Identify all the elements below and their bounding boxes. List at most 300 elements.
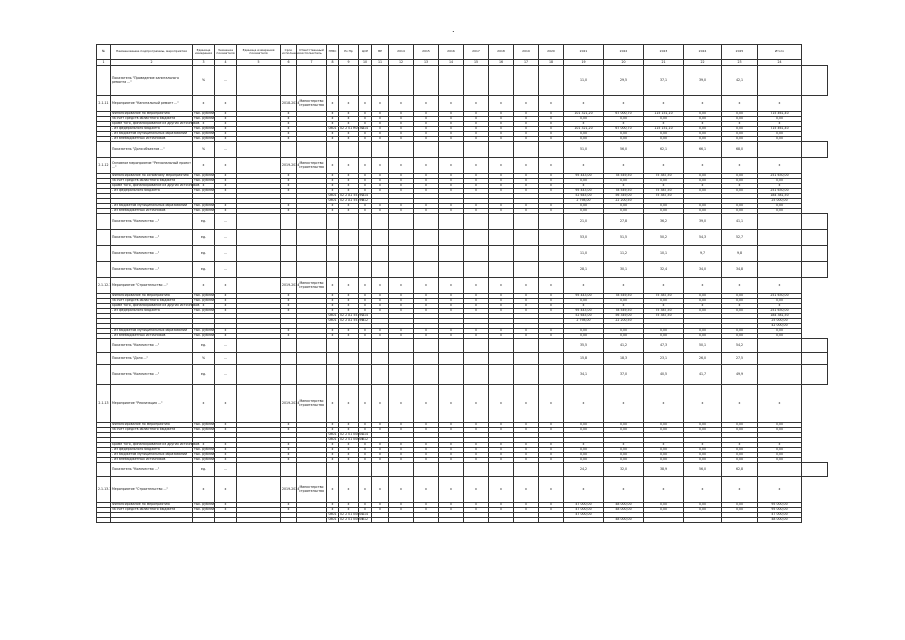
table-cell: x	[684, 158, 722, 174]
table-cell: 39,0	[684, 214, 722, 230]
table-cell: x	[539, 158, 564, 174]
table-cell: 0,00	[564, 179, 604, 184]
table-cell: 0	[389, 132, 414, 137]
table-cell: 0	[489, 179, 514, 184]
table-cell: 75 387,50	[644, 189, 684, 194]
table-cell: 0,00	[684, 329, 722, 334]
header-row	[97, 45, 828, 60]
table-cell: 0	[514, 508, 539, 513]
table-cell: x	[464, 184, 489, 189]
table-cell: x	[414, 477, 439, 503]
table-cell: x	[489, 158, 514, 174]
table-cell: x	[389, 184, 414, 189]
table-cell: 0	[464, 137, 489, 142]
table-cell: 0801	[328, 517, 337, 522]
table-cell: 0,00	[644, 117, 684, 122]
table-cell: x	[758, 122, 802, 127]
table-cell: 0801	[328, 313, 337, 318]
table-cell: 0	[389, 137, 414, 142]
table-cell: x	[644, 96, 684, 112]
table-cell	[539, 142, 564, 158]
table-cell: тыс. рублей	[194, 173, 215, 178]
table-cell: 0,00	[644, 179, 684, 184]
table-cell	[215, 518, 237, 523]
table-cell	[237, 518, 281, 523]
table-cell: 0,00	[722, 448, 758, 453]
table-cell: ...	[215, 339, 237, 353]
table-cell	[389, 518, 414, 523]
table-cell: Показатель "Проведение капитального ремонта ..."	[111, 66, 193, 96]
table-cell: x	[722, 477, 758, 503]
table-cell	[489, 230, 514, 246]
table-cell	[97, 518, 111, 523]
column-header: Итого	[758, 45, 802, 60]
table-cell: 78 549,50	[604, 174, 644, 179]
table-cell	[464, 230, 489, 246]
table-cell: x	[564, 122, 604, 127]
table-cell: 27,5	[722, 353, 758, 365]
table-cell: x	[327, 158, 339, 174]
column-number: 15	[464, 60, 489, 66]
table-cell: 0	[414, 204, 439, 209]
table-cell: x	[414, 96, 439, 112]
table-cell: x	[439, 122, 464, 127]
table-cell: x	[464, 278, 489, 294]
table-cell: x	[327, 204, 339, 209]
table-cell	[297, 230, 327, 246]
table-cell: x	[339, 448, 359, 453]
column-number: 12	[389, 60, 414, 66]
column-number: 23	[722, 60, 758, 66]
table-cell	[758, 339, 802, 353]
table-cell: 0,00	[644, 209, 684, 214]
table-cell: x	[464, 158, 489, 174]
table-cell	[97, 142, 111, 158]
table-cell	[439, 365, 464, 385]
table-cell: x	[372, 179, 389, 184]
table-cell: x	[722, 443, 758, 448]
table-cell: 0	[514, 204, 539, 209]
table-cell: 0	[539, 127, 564, 132]
table-cell: 0,00	[644, 204, 684, 209]
table-cell: 0	[439, 508, 464, 513]
table-cell: 0	[514, 174, 539, 179]
table-cell: 51,5	[604, 230, 644, 246]
table-cell: 0	[489, 453, 514, 458]
table-cell: x	[359, 458, 372, 463]
table-cell: 0	[489, 174, 514, 179]
table-cell: 0	[489, 458, 514, 463]
table-cell: тыс. рублей	[194, 457, 215, 462]
table-cell	[389, 230, 414, 246]
table-cell	[464, 353, 489, 365]
table-cell: ед.	[193, 339, 215, 353]
column-number: 18	[539, 60, 564, 66]
table-cell: 0	[539, 112, 564, 117]
table-cell: 184 381,50	[758, 194, 802, 199]
table-cell	[281, 230, 297, 246]
table-cell: 23,1	[644, 353, 684, 365]
table-cell	[439, 230, 464, 246]
table-cell: 0	[414, 423, 439, 428]
table-cell	[297, 142, 327, 158]
table-cell: - из федерального бюджета	[111, 189, 193, 194]
table-cell: 02 2 A1 55190	[340, 313, 364, 318]
table-cell: x	[281, 503, 297, 508]
table-cell: Министерство строительства	[297, 158, 327, 174]
table-cell: 0	[514, 209, 539, 214]
table-cell: x	[339, 453, 359, 458]
table-row	[97, 262, 828, 278]
table-cell: 0	[414, 179, 439, 184]
table-cell: 0	[464, 503, 489, 508]
table-cell: x	[644, 122, 684, 127]
table-cell	[327, 365, 339, 385]
table-cell: ...	[215, 214, 237, 230]
table-cell: 0	[489, 189, 514, 194]
table-cell: 0	[439, 329, 464, 334]
table-cell: x	[359, 189, 372, 194]
table-cell: x	[339, 174, 359, 179]
column-header: Ответственный исполнитель	[297, 45, 327, 60]
table-cell	[439, 463, 464, 477]
table-cell: x	[215, 503, 237, 508]
table-cell: x	[372, 385, 389, 423]
table-cell: 715 461,40	[758, 112, 802, 117]
table-cell: x	[327, 477, 339, 503]
table-cell: 95 443,00	[564, 174, 604, 179]
table-cell: тыс. рублей	[194, 328, 215, 333]
table-cell: 0	[539, 209, 564, 214]
table-cell: 36,2	[644, 214, 684, 230]
column-number: 13	[414, 60, 439, 66]
table-cell: 0,00	[564, 423, 604, 428]
table-row	[97, 339, 828, 353]
table-cell: x	[281, 132, 297, 137]
table-cell: 0	[389, 423, 414, 428]
table-cell: 0	[439, 458, 464, 463]
table-cell	[372, 214, 389, 230]
table-cell: 0801	[328, 318, 337, 323]
table-cell: x	[339, 278, 359, 294]
table-cell: 02 2 01 00000	[340, 517, 364, 522]
table-cell: %	[193, 353, 215, 365]
table-cell: x	[514, 304, 539, 309]
table-cell: x	[327, 117, 339, 122]
table-cell: 0	[439, 453, 464, 458]
table-cell: 0,00	[722, 423, 758, 428]
table-cell: 0,00	[684, 117, 722, 122]
table-cell: 56,0	[684, 463, 722, 477]
table-cell: x	[359, 117, 372, 122]
table-cell: x	[359, 508, 372, 513]
table-cell: 0	[489, 334, 514, 339]
table-cell: 62,1	[644, 142, 684, 158]
table-cell: x	[644, 184, 684, 189]
table-cell: 0	[539, 428, 564, 433]
table-cell: x	[193, 278, 215, 294]
table-cell: 37,0	[604, 365, 644, 385]
table-cell: x	[327, 448, 339, 453]
table-cell: x	[359, 503, 372, 508]
table-cell	[389, 365, 414, 385]
table-cell: 0,00	[564, 428, 604, 433]
table-cell: x	[539, 184, 564, 189]
table-cell	[359, 353, 372, 365]
table-cell: x	[281, 508, 297, 513]
table-cell: x	[644, 385, 684, 423]
column-number: 10	[359, 60, 372, 66]
table-cell: 75 387,50	[644, 174, 684, 179]
table-cell	[297, 463, 327, 477]
table-cell: 0	[514, 112, 539, 117]
table-cell: x	[281, 448, 297, 453]
table-cell: x	[604, 122, 644, 127]
table-cell: 0	[389, 294, 414, 299]
table-cell: 0	[464, 112, 489, 117]
table-cell: x	[281, 204, 297, 209]
table-cell: 0	[464, 329, 489, 334]
table-cell: x	[372, 423, 389, 428]
table-cell: 0	[414, 309, 439, 314]
table-cell: 0	[464, 189, 489, 194]
table-cell: ...	[215, 262, 237, 278]
table-cell: - из бюджетов муниципальных образований	[111, 453, 193, 458]
table-cell: x	[539, 96, 564, 112]
table-cell: x	[281, 329, 297, 334]
table-cell	[439, 518, 464, 523]
table-cell	[489, 339, 514, 353]
table-cell	[281, 339, 297, 353]
table-cell: 0,00	[684, 428, 722, 433]
table-cell: x	[359, 477, 372, 503]
table-cell: 75 387,50	[644, 314, 684, 319]
table-cell: x	[193, 443, 215, 448]
table-cell	[439, 353, 464, 365]
table-cell	[359, 463, 372, 477]
table-cell: кроме того, финансирование из других источников	[112, 303, 200, 308]
table-cell: x	[339, 117, 359, 122]
table-cell: 0,00	[684, 112, 722, 117]
column-number: 11	[372, 60, 389, 66]
table-cell: 0	[389, 508, 414, 513]
table-cell	[237, 246, 281, 262]
table-cell: 0	[514, 448, 539, 453]
table-cell	[514, 365, 539, 385]
table-cell	[339, 246, 359, 262]
table-cell	[414, 214, 439, 230]
table-row	[97, 158, 828, 174]
table-cell: 612	[359, 199, 372, 204]
table-cell	[414, 142, 439, 158]
table-cell: 0	[389, 209, 414, 214]
table-cell: 0	[539, 204, 564, 209]
table-cell: 22 200,50	[604, 319, 644, 324]
table-cell: 0	[489, 137, 514, 142]
table-cell: 0,00	[758, 453, 802, 458]
table-cell	[464, 142, 489, 158]
table-cell: x	[281, 122, 297, 127]
table-cell: 0,00	[684, 204, 722, 209]
table-cell	[489, 142, 514, 158]
table-cell	[237, 66, 281, 96]
table-cell: x	[281, 179, 297, 184]
table-cell: 0	[439, 117, 464, 122]
table-cell: x	[758, 385, 802, 423]
table-cell: Показатель "Количество ..."	[111, 230, 193, 246]
table-cell: 2 798,00	[564, 319, 604, 324]
table-cell: x	[414, 184, 439, 189]
table-cell: 18,3	[604, 353, 644, 365]
table-cell: x	[439, 158, 464, 174]
table-cell	[539, 365, 564, 385]
table-cell: x	[359, 309, 372, 314]
table-cell: 0	[464, 453, 489, 458]
table-cell	[564, 518, 604, 523]
table-cell: x	[372, 184, 389, 189]
table-cell	[802, 66, 828, 96]
table-cell	[339, 66, 359, 96]
table-cell: 251 630,00	[758, 189, 802, 194]
table-cell: - из внебюджетных источников	[111, 137, 193, 142]
table-cell	[514, 214, 539, 230]
table-cell	[758, 214, 802, 230]
table-cell	[327, 66, 339, 96]
table-cell: x	[489, 122, 514, 127]
table-cell: 0	[514, 137, 539, 142]
table-cell: - из бюджетов муниципальных образований	[111, 329, 193, 334]
table-cell: x	[215, 309, 237, 314]
table-cell: 78 549,50	[604, 294, 644, 299]
table-cell: 47 000,00	[564, 513, 604, 518]
table-cell	[802, 142, 828, 158]
table-cell: %	[193, 142, 215, 158]
table-cell: x	[327, 304, 339, 309]
table-row	[97, 214, 828, 230]
table-cell: тыс. рублей	[194, 293, 215, 298]
table-cell: 0	[439, 294, 464, 299]
table-cell	[339, 353, 359, 365]
table-cell: x	[193, 96, 215, 112]
table-cell: тыс. рублей	[194, 452, 215, 457]
table-cell: 48 000,00	[604, 503, 644, 508]
table-cell: 0,00	[758, 458, 802, 463]
table-cell: 251 630,00	[758, 294, 802, 299]
table-cell: 0,00	[722, 132, 758, 137]
table-cell: 41,1	[722, 214, 758, 230]
table-cell	[489, 262, 514, 278]
table-cell: 0,00	[644, 503, 684, 508]
table-cell: 0	[489, 508, 514, 513]
table-cell: x	[564, 96, 604, 112]
table-cell	[237, 96, 281, 112]
table-cell: Показатель "Количество ..."	[111, 214, 193, 230]
table-cell: x	[414, 385, 439, 423]
table-cell	[758, 365, 802, 385]
table-cell: 0	[389, 503, 414, 508]
table-cell: 0,00	[644, 428, 684, 433]
table-cell	[758, 142, 802, 158]
column-header: 2017	[464, 45, 489, 60]
table-cell: x	[215, 179, 237, 184]
table-cell: x	[339, 189, 359, 194]
table-cell: x	[604, 304, 644, 309]
table-cell: тыс. рублей	[194, 111, 215, 116]
table-cell: x	[684, 385, 722, 423]
table-cell: x	[193, 304, 215, 309]
table-cell: x	[327, 137, 339, 142]
table-cell: 0,00	[604, 329, 644, 334]
table-cell	[758, 353, 802, 365]
table-cell	[237, 353, 281, 365]
table-cell: тыс. рублей	[194, 427, 215, 432]
table-cell	[414, 262, 439, 278]
table-cell	[339, 365, 359, 385]
page-marker: .	[452, 25, 455, 34]
table-cell: Показатель "Количество ..."	[111, 262, 193, 278]
table-cell: - из бюджетов муниципальных образований	[111, 204, 193, 209]
column-number: 1	[97, 60, 111, 66]
table-cell: x	[215, 385, 237, 423]
table-cell	[297, 214, 327, 230]
table-cell: 0,00	[684, 189, 722, 194]
table-cell: x	[372, 329, 389, 334]
table-cell	[539, 66, 564, 96]
table-cell: x	[644, 158, 684, 174]
table-cell: x	[359, 112, 372, 117]
table-cell	[97, 214, 111, 230]
table-cell	[539, 463, 564, 477]
table-cell	[802, 246, 828, 262]
table-cell	[339, 463, 359, 477]
table-cell: Показатель "Доля ..."	[111, 353, 193, 365]
table-cell: x	[684, 443, 722, 448]
table-cell	[237, 158, 281, 174]
table-cell: x	[564, 443, 604, 448]
table-cell: x	[514, 477, 539, 503]
table-cell	[414, 353, 439, 365]
table-cell: ...	[215, 142, 237, 158]
table-cell: x	[758, 443, 802, 448]
table-cell	[372, 463, 389, 477]
table-cell: 0	[489, 112, 514, 117]
table-cell: 0	[514, 117, 539, 122]
table-cell: 32,0	[604, 463, 644, 477]
table-cell: x	[722, 158, 758, 174]
table-cell	[372, 262, 389, 278]
column-header: ГРБС	[327, 45, 339, 60]
table-cell: x	[372, 132, 389, 137]
table-cell: x	[539, 385, 564, 423]
table-cell: 0,00	[564, 329, 604, 334]
table-cell	[359, 142, 372, 158]
table-cell	[327, 353, 339, 365]
table-cell: тыс. рублей	[194, 178, 215, 183]
table-cell: кроме того, финансирование из других источников	[112, 121, 200, 126]
table-cell: 0	[489, 299, 514, 304]
table-cell: 0	[464, 423, 489, 428]
table-cell: x	[684, 278, 722, 294]
table-cell: 0	[414, 127, 439, 132]
table-cell: 56 349,00	[604, 194, 644, 199]
table-cell: 0,00	[684, 127, 722, 132]
table-cell	[389, 463, 414, 477]
table-cell: x	[327, 503, 339, 508]
table-cell	[359, 262, 372, 278]
table-cell: 15,8	[564, 353, 604, 365]
table-cell: 0	[439, 309, 464, 314]
table-cell: x	[359, 304, 372, 309]
